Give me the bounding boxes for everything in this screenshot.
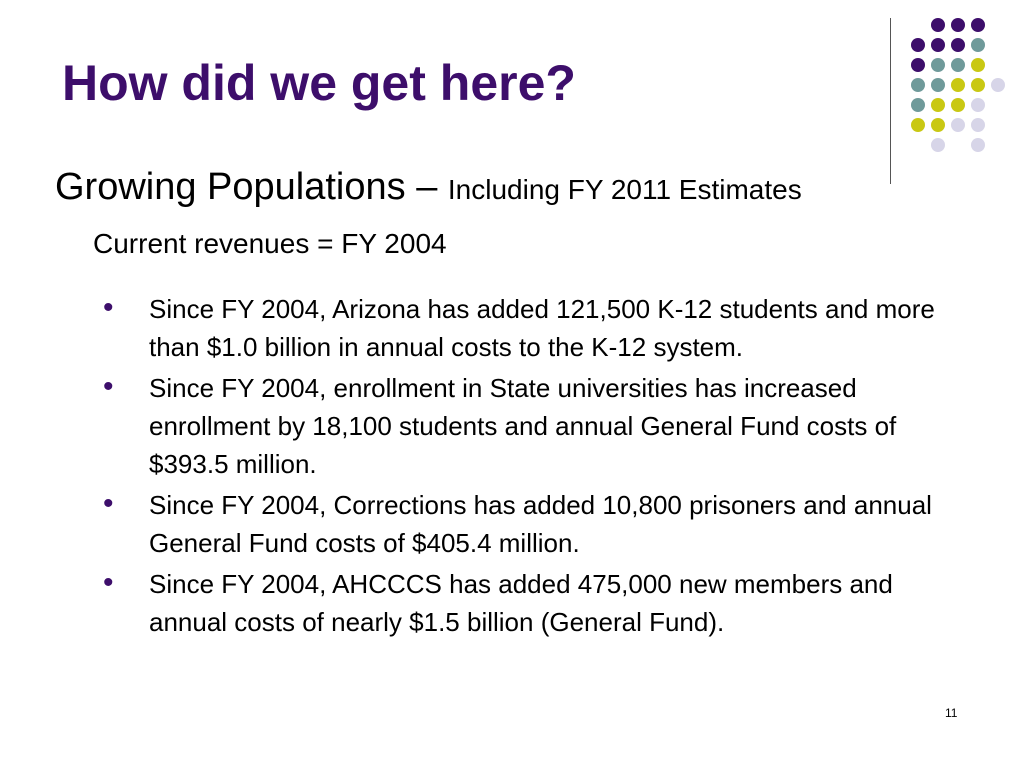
bullet-icon: • <box>103 566 114 599</box>
decorative-dot <box>931 58 945 72</box>
decorative-dot <box>931 38 945 52</box>
decorative-dot <box>931 118 945 132</box>
decorative-dot <box>951 118 965 132</box>
decorative-dot <box>971 118 985 132</box>
decorative-dot <box>991 18 1005 32</box>
decorative-dot <box>991 78 1005 92</box>
heading-small: Including FY 2011 Estimates <box>447 174 802 205</box>
bullet-item <box>0 565 959 641</box>
decorative-dot <box>991 138 1005 152</box>
slide-title: How did we get here? <box>62 55 576 111</box>
page-number: 11 <box>945 706 958 720</box>
bullet-item <box>0 369 959 483</box>
bullet-text: Since FY 2004, Arizona has added 121,500 K-12 students and more than $1.0 billion in annual costs to the K-12 system. <box>149 294 935 362</box>
decorative-dot <box>951 38 965 52</box>
decorative-dot <box>971 58 985 72</box>
bullet-item <box>0 486 959 562</box>
decorative-dot <box>911 58 925 72</box>
heading-main: Growing Populations – <box>55 166 448 208</box>
decorative-dot <box>911 18 925 32</box>
bullet-icon: • <box>103 487 114 520</box>
decorative-dot <box>931 98 945 112</box>
bullet-icon: • <box>103 370 114 403</box>
decorative-dot <box>971 98 985 112</box>
decorative-dot <box>911 98 925 112</box>
decorative-dot-grid <box>911 18 1005 152</box>
decorative-dot <box>951 58 965 72</box>
decorative-dot <box>951 138 965 152</box>
bullet-text: Since FY 2004, enrollment in State universities has increased enrollment by 18,100 students and annual General Fund costs of $393.5 million. <box>149 373 897 479</box>
decorative-dot <box>991 38 1005 52</box>
decorative-dot <box>971 38 985 52</box>
decorative-dot <box>951 18 965 32</box>
bullet-text: Since FY 2004, Corrections has added 10,800 prisoners and annual General Fund costs of $405.4 million. <box>149 490 932 558</box>
slide-heading <box>55 168 802 206</box>
bullet-text: Since FY 2004, AHCCCS has added 475,000 new members and annual costs of nearly $1.5 billion (General Fund). <box>149 569 893 637</box>
decorative-dot <box>911 118 925 132</box>
decorative-dot <box>951 78 965 92</box>
decorative-dot <box>911 138 925 152</box>
decorative-dot <box>991 118 1005 132</box>
bullet-list <box>0 290 1024 644</box>
bullet-item <box>0 290 959 366</box>
decorative-dot <box>971 18 985 32</box>
decorative-dot <box>931 18 945 32</box>
decorative-dot <box>971 138 985 152</box>
bullet-icon: • <box>103 291 114 324</box>
decorative-dot <box>951 98 965 112</box>
decorative-dot <box>971 78 985 92</box>
decorative-dot <box>991 58 1005 72</box>
decorative-dot <box>911 38 925 52</box>
slide-subheading: Current revenues = FY 2004 <box>93 228 447 259</box>
decorative-dot <box>931 78 945 92</box>
divider-line <box>890 18 891 184</box>
decorative-dot <box>931 138 945 152</box>
decorative-dot <box>991 98 1005 112</box>
decorative-dot <box>911 78 925 92</box>
